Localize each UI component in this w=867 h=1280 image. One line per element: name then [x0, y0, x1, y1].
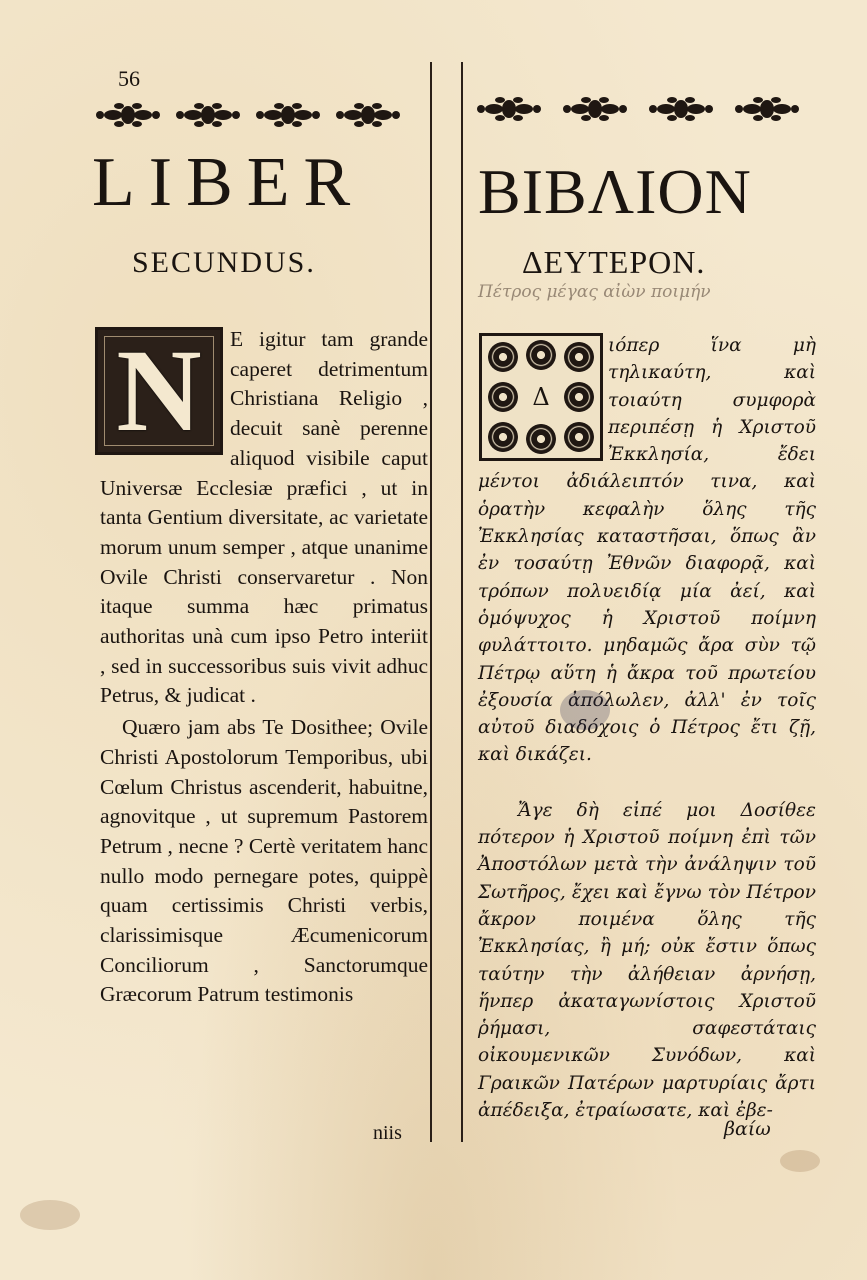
fleuron-icon [255, 100, 321, 130]
greek-drop-cap-letter: Δ [532, 383, 550, 411]
paper-stain [560, 690, 610, 730]
latin-title: LIBER [92, 144, 365, 221]
greek-subtitle: ΔΕΥΤΕΡΟΝ. [522, 244, 706, 280]
greek-title: ΒΙΒΛΙΟΝ [478, 156, 752, 227]
fleuron-icon [648, 94, 714, 124]
latin-paragraph-1: E igitur tam grande caperet detrimentum Christiana Religio , decuit sanè perenne aliquod visibile caput Universæ Ecclesiæ præfici , ut in tanta Gentium diversitate, ac varietate morum unum semper , atque unanime Ovile Christi conservaretur . Non itaque summa hæc primatus authoritas unà cum ipso Petro interiit , sed in successoribus suis vivit adhuc Petrus, & judicat . [100, 327, 428, 708]
latin-body [100, 325, 428, 1010]
fleuron-icon [562, 94, 628, 124]
page-number: 56 [118, 66, 140, 91]
latin-catchword: niis [373, 1122, 402, 1144]
paper-stain [20, 1200, 80, 1230]
fleuron-icon [95, 100, 161, 130]
fleuron-icon [335, 100, 401, 130]
fleuron-icon [476, 94, 542, 124]
handwritten-annotation: Πέτρος μέγας αἰὼν ποιμήν [478, 282, 711, 302]
fleuron-icon [175, 100, 241, 130]
latin-drop-cap-letter: N [116, 327, 202, 455]
ornament-row-right [476, 94, 800, 124]
column-divider-right [461, 62, 463, 1142]
column-divider-left [430, 62, 432, 1142]
greek-paragraph-1: ιόπερ ἵνα μὴ τηλικαύτη, καὶ τοιαύτη συμφορὰ περιπέσῃ ἡ Χριστοῦ Ἐκκλησία, ἔδει μέντοι ἀδιάλειπτόν τινα, καὶ ὁρατὴν κεφαλὴν ὅλης τῆς Ἐκκλησίας καταστῆσαι, ὅπως ἂν ἐν τοσαύτῃ Ἐθνῶν διαφορᾷ, καὶ τρόπων πολυειδίᾳ μία ἀεί, καὶ ὁμόψυχος ἡ Χριστοῦ ποίμνη φυλάττοιτο. μηδαμῶς ἄρα σὺν τῷ Πέτρῳ αὕτη ἡ ἄκρα τοῦ πρωτείου ἐξουσία ἀπόλωλεν, ἀλλ' ἐν τοῖς αὐτοῦ διαδόχοις ὁ Πέτρος ἔτι ζῇ, καὶ δικάζει. [478, 335, 816, 766]
greek-catchword: βαίω [724, 1118, 771, 1140]
greek-body [478, 332, 816, 1124]
ornament-row-left [95, 100, 401, 130]
latin-subtitle: SECUNDUS. [132, 246, 316, 279]
fleuron-icon [734, 94, 800, 124]
greek-paragraph-2: Ἄγε δὴ εἰπέ μοι Δοσίθεε πότερον ἡ Χριστοῦ ποίμνη ἐπὶ τῶν Ἀποστόλων μετὰ τὴν ἀνάληψιν τοῦ Σωτῆρος, ἔχει καὶ ἔγνω τὸν Πέτρον ἄκρον ποιμένα ὅλης τῆς Ἐκκλησίας, ἢ μή; οὐκ ἔστιν ὅπως ταύτην τὴν ἀλήθειαν ἀρνήσῃ, ἥνπερ ἀκαταγωνίστοις Χριστοῦ ῥήμασι, σαφεστάταις οἰκουμενικῶν Συνόδων, καὶ Γραικῶν Πατέρων μαρτυρίαις ἄρτι ἀπέδειξα, ἐτραίωσατε, καὶ ἐβε- [478, 799, 816, 1122]
paper-stain [780, 1150, 820, 1172]
latin-paragraph-2: Quæro jam abs Te Dosithee; Ovile Christi Apostolorum Temporibus, ubi Cœlum Christus ascenderit, habuitne, agnovitque , ut supremum Pastorem Petrum , necne ? Certè veritatem hanc nullo modo pernegare potes, quippè quam certissimis Christi verbis, clarissimisque Æcumenicorum Conciliorum , Sanctorumque Græcorum Patrum testimonis [100, 715, 428, 1007]
